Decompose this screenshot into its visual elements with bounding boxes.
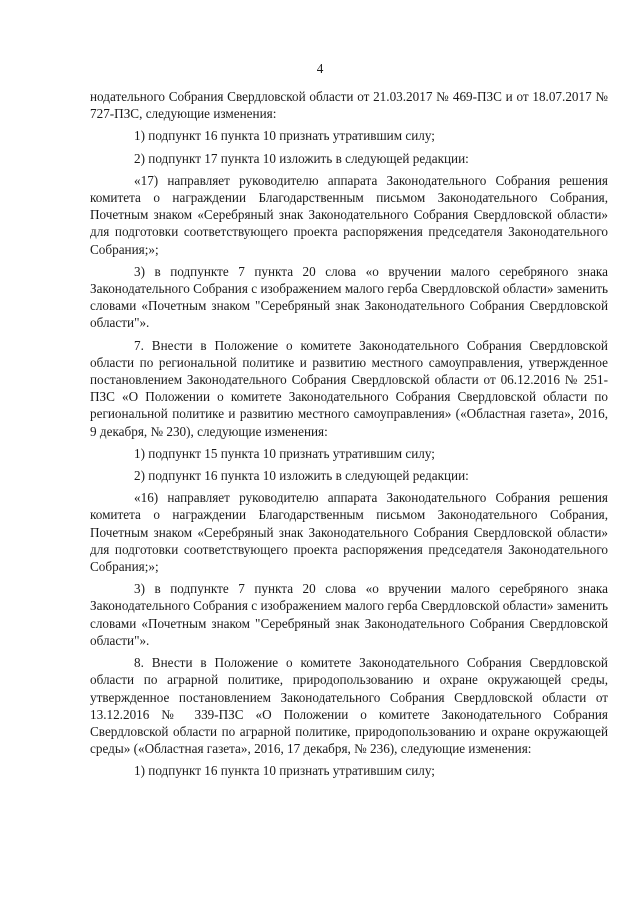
section-7-item-3: 3) в подпункте 7 пункта 20 слова «о вручении малого серебряного знака Законодательного Собрания с изображением малого герба Свердловской области» заменить словами «Почетным знаком "Серебряный знак Законодательного Собрания Свердловской области"». — [90, 581, 608, 648]
document-body — [90, 88, 608, 785]
section-7-item-2: 2) подпункт 16 пункта 10 изложить в следующей редакции: — [134, 468, 469, 484]
quoted-subparagraph-16: «16) направляет руководителю аппарата Законодательного Собрания решения комитета о награждении Благодарственным письмом Законодательного Собрания, Почетным знаком «Серебряный знак Законодательного Собрания Свердловской области» для подготовки соответствующего проекта распоряжения председателя Законодательного Собрания;»; — [90, 490, 608, 575]
paragraph-continuation: нодательного Собрания Свердловской области от 21.03.2017 № 469-ПЗС и от 18.07.2017 № 727-ПЗС, следующие изменения: — [90, 89, 608, 122]
list-item-1: 1) подпункт 16 пункта 10 признать утратившим силу; — [134, 128, 435, 144]
page-number: 4 — [316, 61, 324, 76]
list-item-3: 3) в подпункте 7 пункта 20 слова «о вручении малого серебряного знака Законодательного Собрания с изображением малого герба Свердловской области» заменить словами «Почетным знаком "Серебряный знак Законодательного Собрания Свердловской области"». — [90, 263, 608, 331]
quoted-subparagraph-17: «17) направляет руководителю аппарата Законодательного Собрания решения комитета о награждении Благодарственным письмом Законодательного Собрания, Почетным знаком «Серебряный знак Законодательного Собрания Свердловской области» для подготовки соответствующего проекта распоряжения председателя Законодательного Собрания;»; — [90, 172, 608, 257]
section-7-item-1: 1) подпункт 15 пункта 10 признать утратившим силу; — [134, 445, 435, 461]
list-item-2: 2) подпункт 17 пункта 10 изложить в следующей редакции: — [134, 150, 469, 166]
section-8-item-1: 1) подпункт 16 пункта 10 признать утратившим силу; — [134, 763, 435, 779]
section-8: 8. Внести в Положение о комитете Законодательного Собрания Свердловской области по аграрной политике, природопользованию и охране окружающей среды, утвержденное постановлением Законодательного Собрания Свердловской области от 13.12.2016 № 339-ПЗС «О Положении о комитете Законодательного Собрания Свердловской области по аграрной политике, природопользованию и охране окружающей среды» («Областная газета», 2016, 17 декабря, № 236), следующие изменения: — [90, 655, 608, 757]
section-7: 7. Внести в Положение о комитете Законодательного Собрания Свердловской области по региональной политике и развитию местного самоуправления, утвержденное постановлением Законодательного Собрания Свердловской области от 06.12.2016 № 251-ПЗС «О Положении о комитете Законодательного Собрания Свердловской области по региональной политике и развитию местного самоуправления» («Областная газета», 2016, 9 декабря, № 230), следующие изменения: — [90, 337, 608, 439]
